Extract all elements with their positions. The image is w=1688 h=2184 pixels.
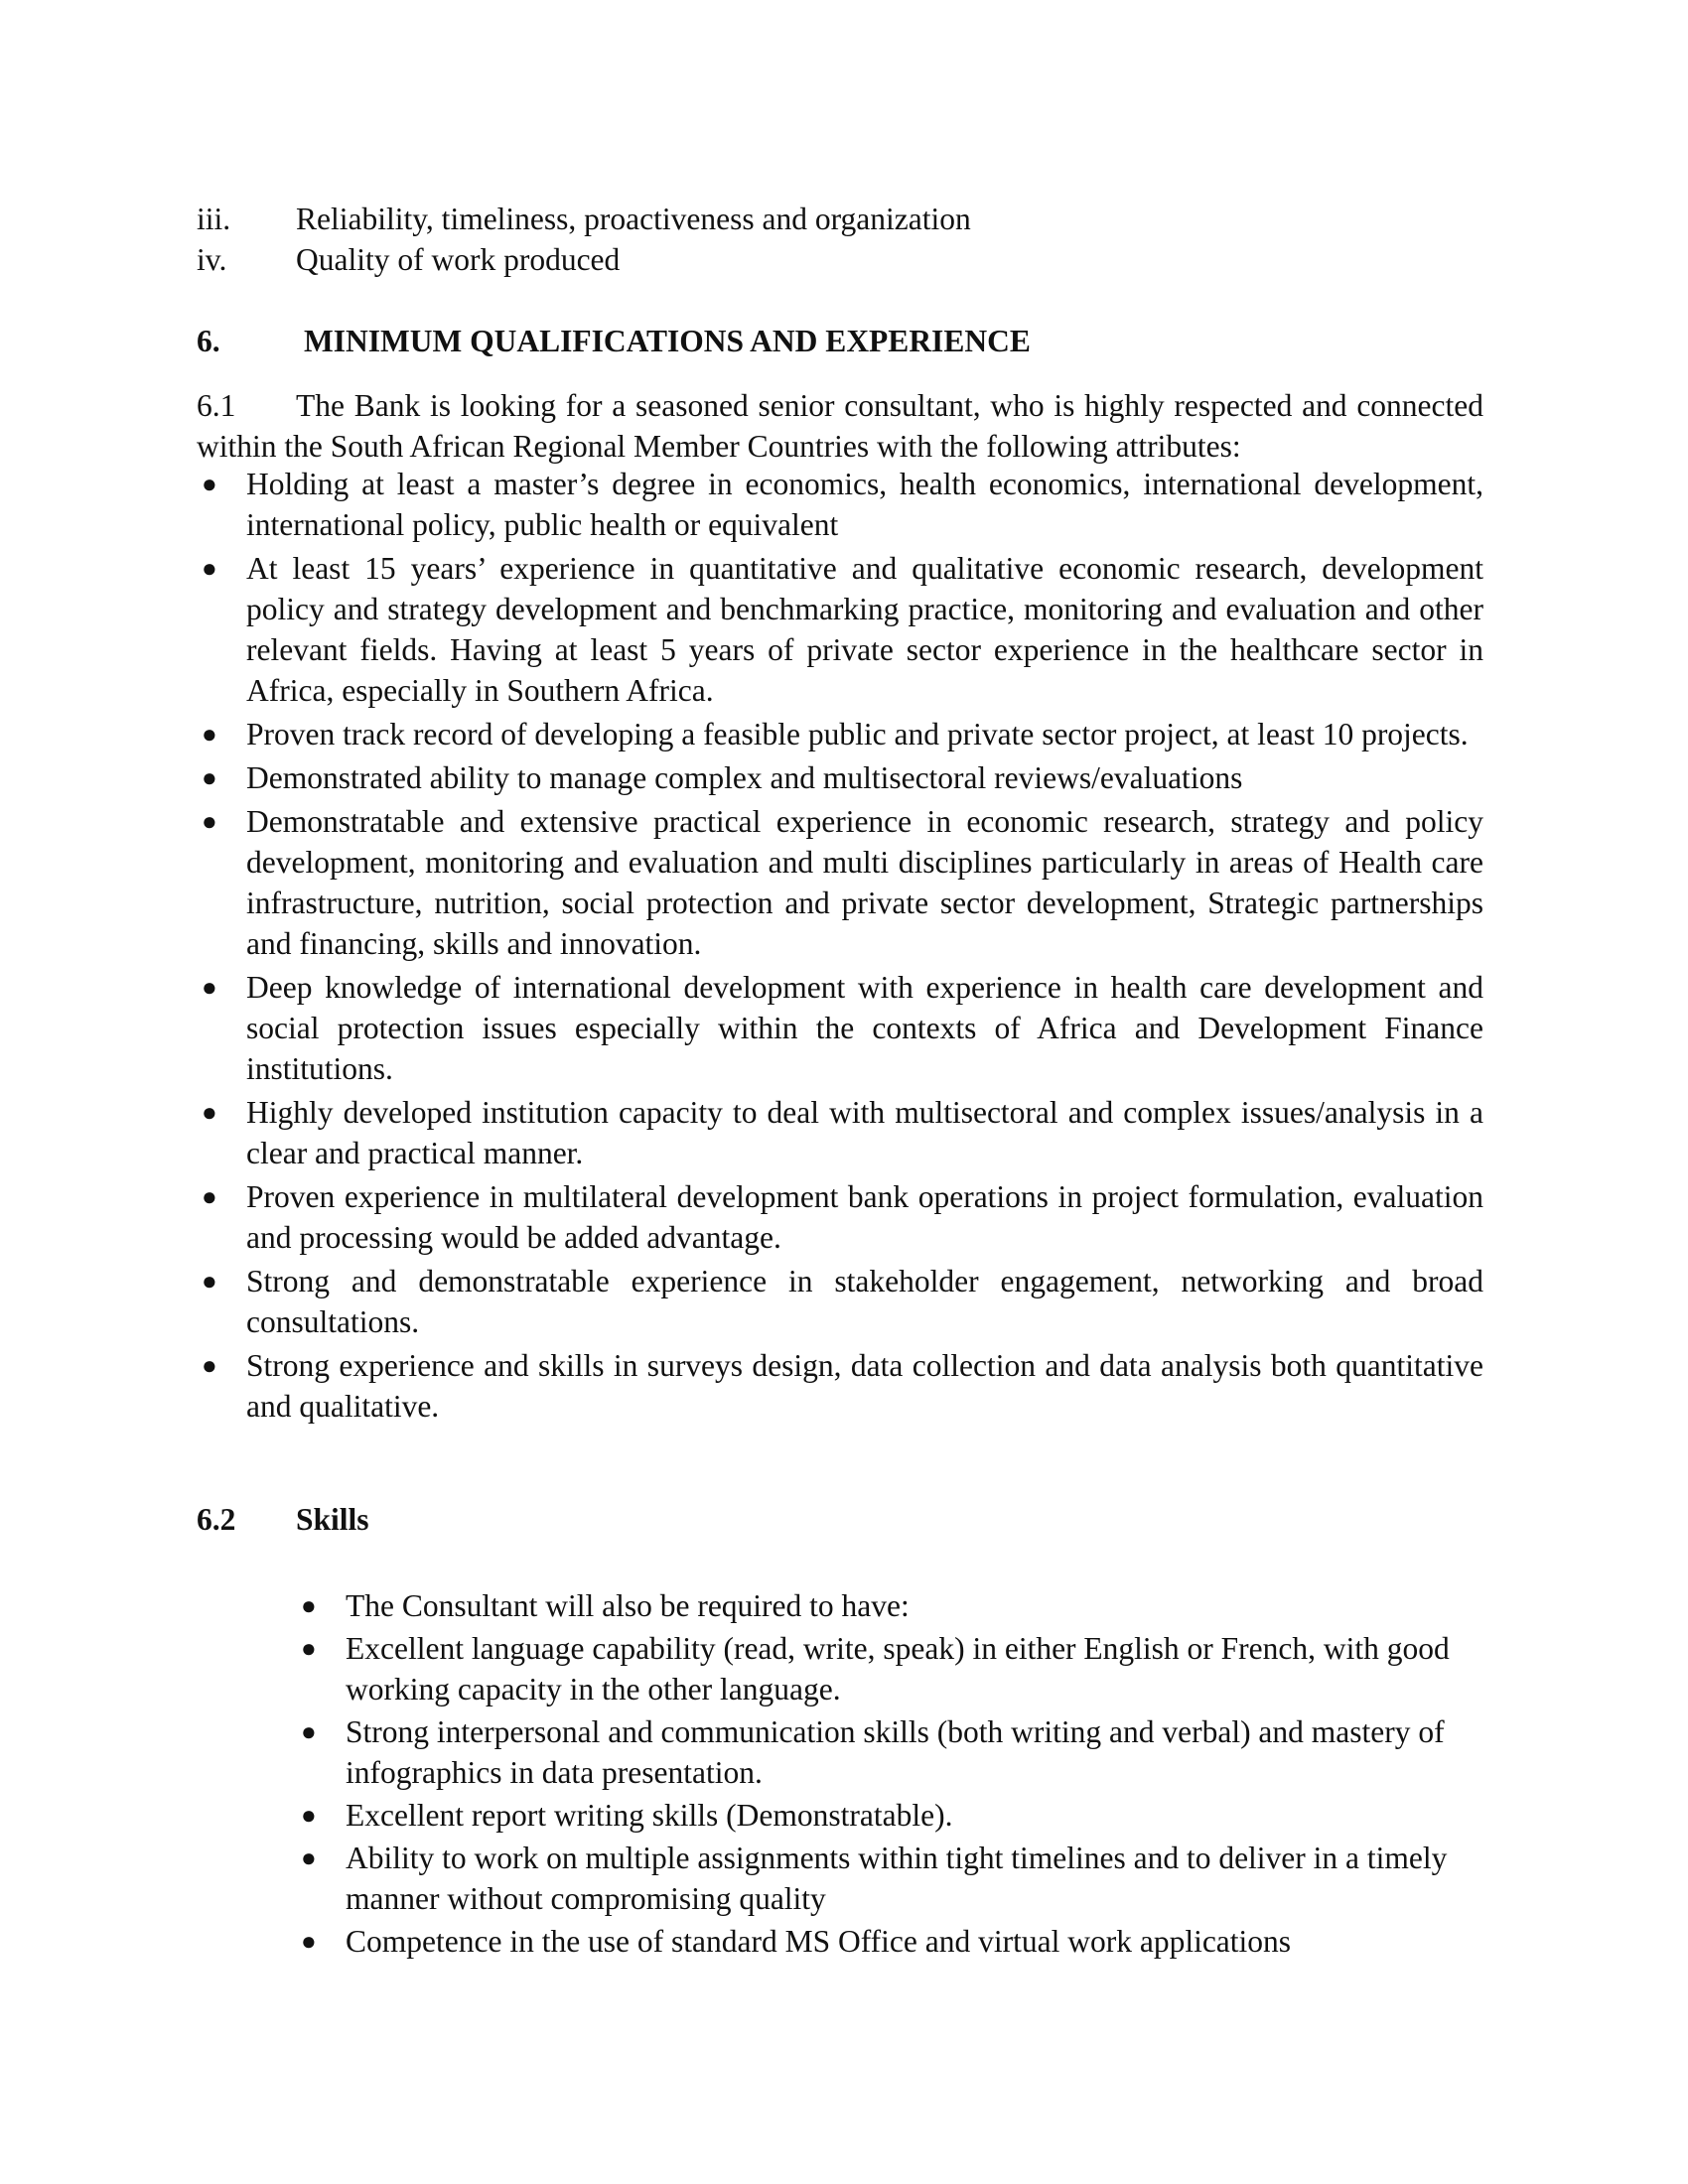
bullet-icon: ● — [202, 1351, 217, 1380]
list-item-text: Excellent report writing skills (Demonstratable). — [346, 1798, 953, 1833]
list-item — [197, 1092, 1483, 1173]
list-item — [296, 1838, 1468, 1919]
list-item — [197, 1176, 1483, 1258]
bullet-icon: ● — [202, 470, 217, 498]
list-item — [197, 801, 1483, 964]
bullet-icon: ● — [202, 973, 217, 1002]
bullet-icon: ● — [301, 1801, 317, 1830]
list-item — [197, 967, 1483, 1089]
bullet-icon: ● — [202, 807, 217, 836]
roman-numeral: iv. — [197, 242, 227, 277]
bullet-icon: ● — [301, 1634, 317, 1663]
bullet-icon: ● — [202, 554, 217, 583]
list-item-text: The Consultant will also be required to have: — [346, 1588, 910, 1623]
list-item-text: Demonstrated ability to manage complex and multisectoral reviews/evaluations — [246, 760, 1243, 795]
list-item-text: Strong experience and skills in surveys design, data collection and data analysis both quantitative and qualitative. — [246, 1348, 1483, 1424]
bullet-icon: ● — [301, 1927, 317, 1956]
list-item-text: Holding at least a master’s degree in economics, health economics, international development, international policy, public health or equivalent — [246, 467, 1483, 542]
list-item — [296, 1921, 1468, 1962]
section-title: MINIMUM QUALIFICATIONS AND EXPERIENCE — [304, 324, 1031, 358]
list-item — [197, 1261, 1483, 1342]
list-item — [197, 714, 1483, 754]
bullet-icon: ● — [301, 1843, 317, 1872]
subsection-number: 6.1 — [197, 388, 236, 423]
list-item-text: Ability to work on multiple assignments within tight timelines and to deliver in a timely manner without compromising quality — [346, 1841, 1448, 1916]
bullet-icon: ● — [301, 1717, 317, 1746]
subsection-title: Skills — [296, 1502, 369, 1537]
subsection-number: 6.2 — [197, 1502, 236, 1537]
list-item — [197, 548, 1483, 711]
intro-text: The Bank is looking for a seasoned senior consultant, who is highly respected and connected within the South African Regional Member Countries with the following attributes: — [197, 388, 1483, 464]
intro-paragraph — [197, 385, 1483, 467]
bullet-icon: ● — [202, 1182, 217, 1211]
list-item — [296, 1795, 1468, 1836]
list-item-text: At least 15 years’ experience in quantitative and qualitative economic research, development policy and strategy development and benchmarking practice, monitoring and evaluation and other relevant fields. Having at least 5 years of private sector experience in the healthcare sector in Africa, especially in Southern Africa. — [246, 551, 1483, 708]
list-item-text: Deep knowledge of international development with experience in health care development and social protection issues especially within the contexts of Africa and Development Finance institutions. — [246, 970, 1483, 1086]
bullet-icon: ● — [301, 1591, 317, 1620]
list-item-text: Highly developed institution capacity to deal with multisectoral and complex issues/analysis in a clear and practical manner. — [246, 1095, 1483, 1170]
list-item-text: Competence in the use of standard MS Office and virtual work applications — [346, 1924, 1292, 1959]
bullet-icon: ● — [202, 720, 217, 749]
list-item-text: Proven track record of developing a feasible public and private sector project, at least 10 projects. — [246, 717, 1469, 751]
roman-item-text: Quality of work produced — [296, 242, 621, 277]
bullet-icon: ● — [202, 1098, 217, 1127]
roman-item-text: Reliability, timeliness, proactiveness and organization — [296, 202, 971, 236]
list-item — [197, 464, 1483, 545]
list-item-text: Demonstratable and extensive practical experience in economic research, strategy and policy development, monitoring and evaluation and multi disciplines particularly in areas of Health care infrastructure, nutrition, social protection and private sector development, Strategic partnerships and financing, skills and innovation. — [246, 804, 1483, 961]
list-item-text: Strong interpersonal and communication skills (both writing and verbal) and mastery of infographics in data presentation. — [346, 1714, 1445, 1790]
list-item — [197, 757, 1483, 798]
bullet-icon: ● — [202, 1267, 217, 1296]
roman-numeral: iii. — [197, 202, 231, 236]
list-item — [197, 1345, 1483, 1427]
list-item-text: Excellent language capability (read, write, speak) in either English or French, with good working capacity in the other language. — [346, 1631, 1450, 1706]
qualifications-list — [197, 464, 1483, 1430]
list-item-text: Strong and demonstratable experience in stakeholder engagement, networking and broad consultations. — [246, 1264, 1483, 1339]
bullet-icon: ● — [202, 763, 217, 792]
skills-list — [296, 1585, 1468, 1964]
list-item-text: Proven experience in multilateral development bank operations in project formulation, evaluation and processing would be added advantage. — [246, 1179, 1483, 1255]
list-item — [296, 1711, 1468, 1793]
list-item — [296, 1628, 1468, 1709]
section-number: 6. — [197, 324, 220, 358]
list-item — [296, 1585, 1468, 1626]
